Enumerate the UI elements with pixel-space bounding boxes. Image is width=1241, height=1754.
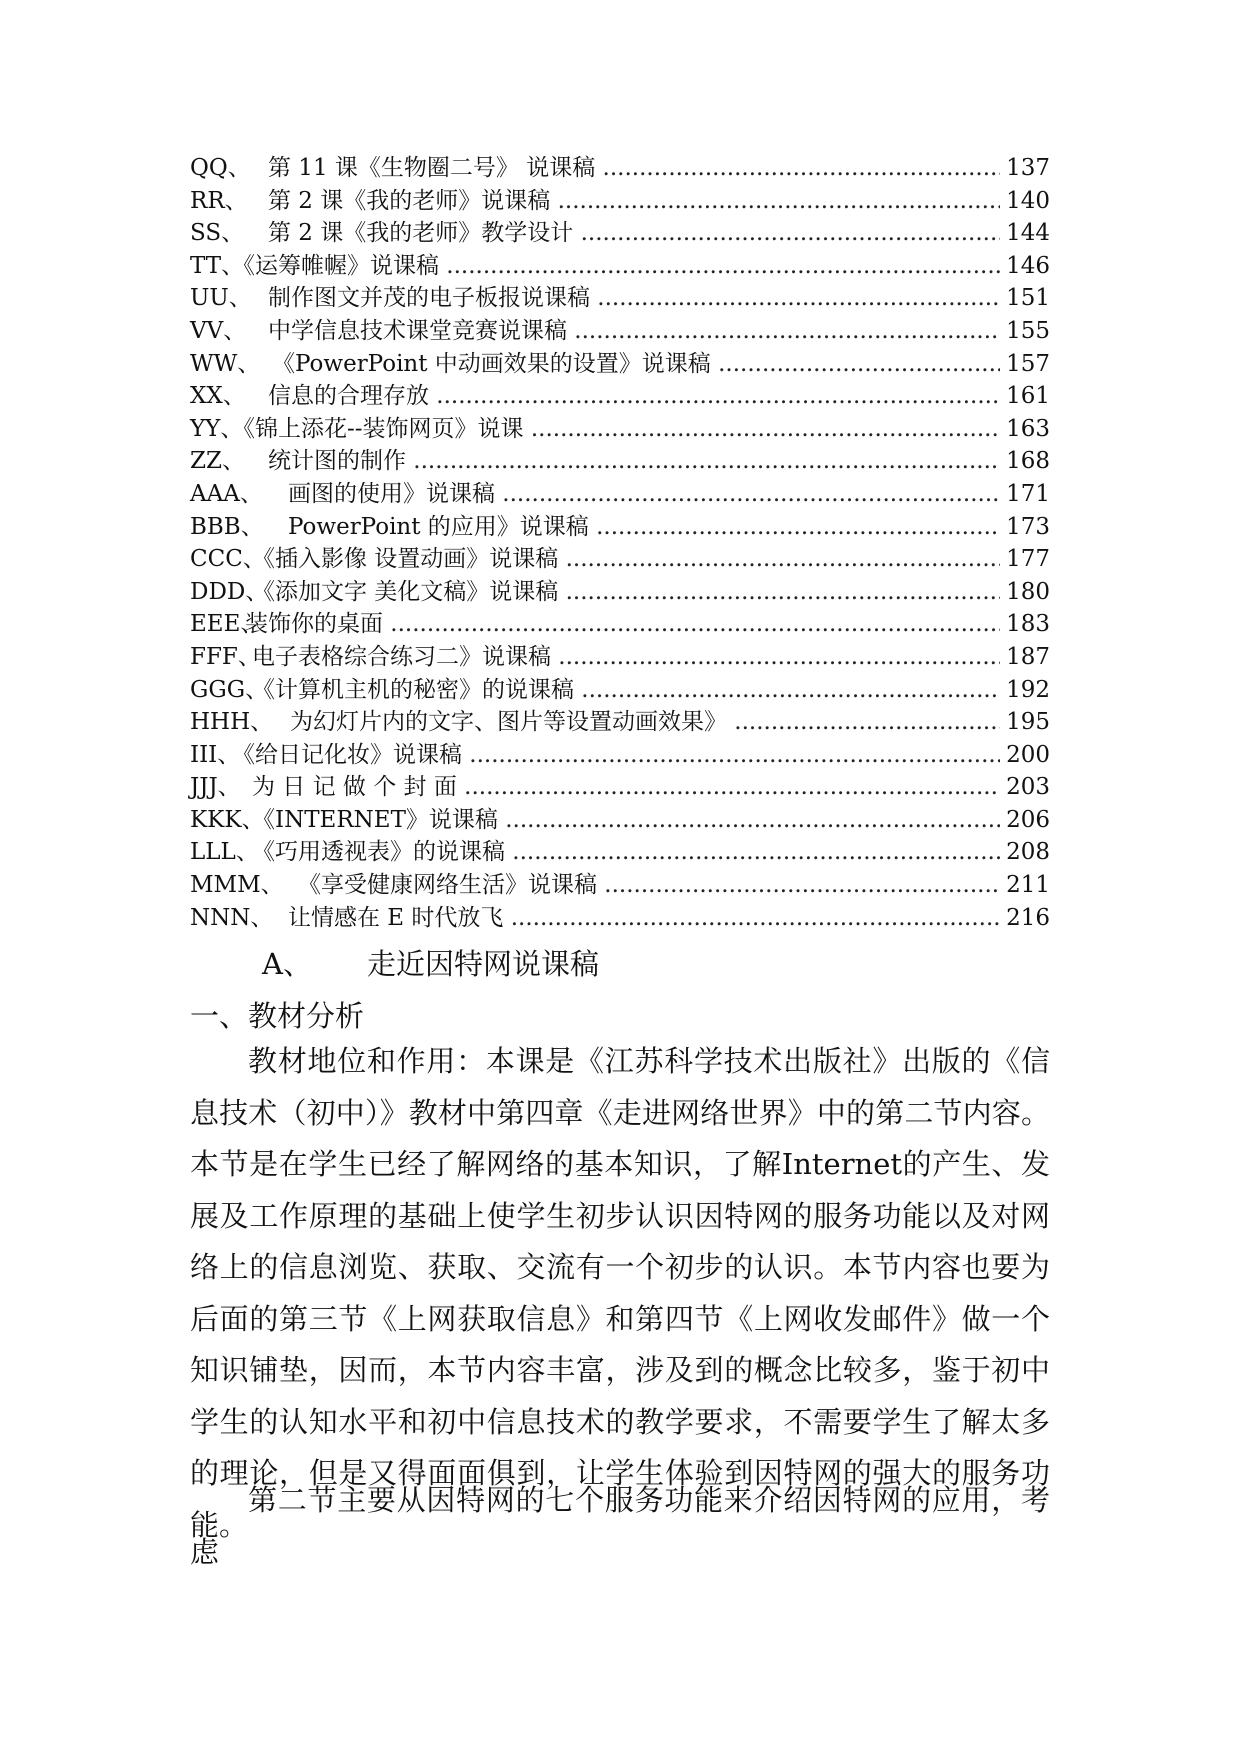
toc-entry-title: 《添加文字 美化文稿》说课稿 ..... xyxy=(252,576,1000,609)
toc-entry[interactable] xyxy=(190,282,1050,315)
toc-entry-label: III、 xyxy=(190,741,241,768)
section-heading xyxy=(262,944,599,984)
toc-entry-label: FFF、 xyxy=(190,643,261,670)
subsection-heading: 一、教材分析 xyxy=(190,999,365,1033)
toc-entry-label: BBB、 xyxy=(190,513,264,540)
toc-entry[interactable] xyxy=(190,413,1050,446)
toc-entry-label: DDD、 xyxy=(190,578,269,605)
toc-entry-page: 177 xyxy=(1006,546,1050,573)
toc-entry-title: 第 2 课《我的老师》教学设计 ..... xyxy=(268,217,1000,250)
toc-entry-label: JJJ、 xyxy=(190,774,241,801)
toc-entry[interactable] xyxy=(190,739,1050,772)
toc-entry-page: 195 xyxy=(1006,709,1050,736)
toc-entry-title: 《给日记化妆》说课稿 ..... xyxy=(232,739,1000,772)
toc-entry-page: 155 xyxy=(1006,317,1050,344)
toc-entry-title: 电子表格综合练习二》说课稿 ..... xyxy=(252,641,1000,674)
toc-entry[interactable] xyxy=(190,217,1050,250)
section-label: A、 xyxy=(262,947,312,981)
body-paragraph: 第二节主要从因特网的七个服务功能来介绍因特网的应用，考虑 xyxy=(190,1483,1050,1569)
toc-entry-label: VV、 xyxy=(190,317,247,344)
toc-entry[interactable] xyxy=(190,348,1050,381)
toc-entry-label: HHH、 xyxy=(190,709,274,736)
toc-entry-label: WW、 xyxy=(190,350,261,377)
toc-entry-page: 157 xyxy=(1006,350,1050,377)
toc-entry-label: MMM、 xyxy=(190,872,284,899)
toc-entry-page: 151 xyxy=(1006,285,1050,312)
toc-entry-page: 144 xyxy=(1006,220,1050,247)
toc-entry-label: SS、 xyxy=(190,220,245,247)
toc-entry-label: KKK、 xyxy=(190,806,265,833)
toc-entry-page: 173 xyxy=(1006,513,1050,540)
toc-entry-page: 211 xyxy=(1006,872,1050,899)
toc-entry-title: 《INTERNET》说课稿 ..... xyxy=(252,804,1000,837)
toc-entry-label: QQ、 xyxy=(190,155,251,181)
toc-entry[interactable] xyxy=(190,869,1050,902)
toc-entry-title: 《计算机主机的秘密》的说课稿 ..... xyxy=(252,674,1000,707)
toc-entry-label: CCC、 xyxy=(190,546,266,573)
toc-entry-page: 206 xyxy=(1006,806,1050,833)
toc-entry-title: 第 11 课《生物圈二号》 说课稿 ..... xyxy=(268,152,1000,185)
toc-entry-title: 第 2 课《我的老师》说课稿 ..... xyxy=(268,185,1000,218)
toc-entry-title: 《PowerPoint 中动画效果的设置》说课稿 ..... xyxy=(272,348,1000,381)
toc-entry-label: TT、 xyxy=(190,252,245,279)
toc-entry-title: 《运筹帷幄》说课稿 ..... xyxy=(232,250,1000,283)
toc-entry-title: 《巧用透视表》的说课稿 ..... xyxy=(252,836,1000,869)
table-of-contents xyxy=(190,152,1050,934)
toc-entry[interactable] xyxy=(190,836,1050,869)
toc-entry-page: 192 xyxy=(1006,676,1050,703)
toc-entry-title: PowerPoint 的应用》说课稿 ..... xyxy=(288,511,1000,544)
toc-entry-page: 146 xyxy=(1006,252,1050,279)
toc-entry-page: 187 xyxy=(1006,643,1050,670)
toc-entry-title: 为幻灯片内的文字、图片等设置动画效果》 ..... xyxy=(290,706,1000,739)
toc-entry-title: 制作图文并茂的电子板报说课稿 ..... xyxy=(268,282,1000,315)
toc-entry-title: 中学信息技术课堂竞赛说课稿 ..... xyxy=(268,315,1000,348)
toc-entry-page: 171 xyxy=(1006,480,1050,507)
toc-entry-page: 163 xyxy=(1006,415,1050,442)
toc-entry-label: NNN、 xyxy=(190,904,274,931)
toc-entry-page: 208 xyxy=(1006,839,1050,866)
toc-entry[interactable] xyxy=(190,674,1050,707)
toc-entry-page: 137 xyxy=(1006,155,1050,181)
toc-entry-page: 216 xyxy=(1006,904,1050,931)
toc-entry[interactable] xyxy=(190,185,1050,218)
toc-entry[interactable] xyxy=(190,543,1050,576)
toc-entry-title: 统计图的制作 ..... xyxy=(268,445,1000,478)
toc-entry[interactable] xyxy=(190,478,1050,511)
toc-entry[interactable] xyxy=(190,315,1050,348)
toc-entry[interactable] xyxy=(190,250,1050,283)
toc-entry-page: 161 xyxy=(1006,383,1050,410)
toc-entry[interactable] xyxy=(190,380,1050,413)
toc-entry[interactable] xyxy=(190,641,1050,674)
toc-entry[interactable] xyxy=(190,152,1050,185)
toc-entry-page: 200 xyxy=(1006,741,1050,768)
toc-entry-label: LLL、 xyxy=(190,839,259,866)
toc-entry-label: RR、 xyxy=(190,187,248,214)
toc-entry-title: 《享受健康网络生活》说课稿 ..... xyxy=(298,869,1000,902)
toc-entry-label: XX、 xyxy=(190,383,246,410)
toc-entry-title: 为 日 记 做 个 封 面 ..... xyxy=(252,771,1000,804)
toc-entry[interactable] xyxy=(190,511,1050,544)
toc-entry-page: 168 xyxy=(1006,448,1050,475)
toc-entry-title: 《插入影像 设置动画》说课稿 ..... xyxy=(252,543,1000,576)
toc-entry-title: 让情感在 E 时代放飞 ..... xyxy=(288,902,1000,935)
toc-entry-page: 183 xyxy=(1006,611,1050,638)
toc-entry[interactable] xyxy=(190,445,1050,478)
toc-entry-label: YY、 xyxy=(190,415,244,442)
toc-entry-title: 画图的使用》说课稿 ..... xyxy=(288,478,1000,511)
toc-entry[interactable] xyxy=(190,771,1050,804)
section-title: 走近因特网说课稿 xyxy=(367,947,600,981)
toc-entry[interactable] xyxy=(190,902,1050,935)
toc-entry-title: 信息的合理存放 ..... xyxy=(268,380,1000,413)
toc-entry[interactable] xyxy=(190,576,1050,609)
body-paragraph: 教材地位和作用：本课是《江苏科学技术出版社》出版的《信息技术（初中）》教材中第四章《走进网络世界》中的第二节内容。本节是在学生已经了解网络的基本知识，了解Internet的产生、发展及工作原理的基础上使学生初步认识因特网的服务功能以及对网络上的信息浏览、获取、交流有一个初步的认识。本节内容也要为后面的第三节《上网获取信息》和第四节《上网收发邮件》做一个知识铺垫，因而，本节内容丰富，涉及到的概念比较多，鉴于初中学生的认知水平和初中信息技术的教学要求，不需要学生了解太多的理论，但是又得面面俱到，让学生体验到因特网的强大的服务功能。 xyxy=(190,1044,1050,1542)
toc-entry-page: 180 xyxy=(1006,578,1050,605)
toc-entry[interactable] xyxy=(190,608,1050,641)
toc-entry-label: AAA、 xyxy=(190,480,263,507)
toc-entry-label: UU、 xyxy=(190,285,252,312)
toc-entry[interactable] xyxy=(190,706,1050,739)
toc-entry-label: ZZ、 xyxy=(190,448,245,475)
toc-entry-page: 203 xyxy=(1006,774,1050,801)
toc-entry-label: EEE、 xyxy=(190,611,264,638)
toc-entry-title: 《锦上添花--装饰网页》说课 ..... xyxy=(232,413,1000,446)
toc-entry[interactable] xyxy=(190,804,1050,837)
toc-entry-page: 140 xyxy=(1006,187,1050,214)
toc-entry-label: GGG、 xyxy=(190,676,269,703)
toc-entry-title: 装饰你的桌面 ..... xyxy=(245,608,1000,641)
